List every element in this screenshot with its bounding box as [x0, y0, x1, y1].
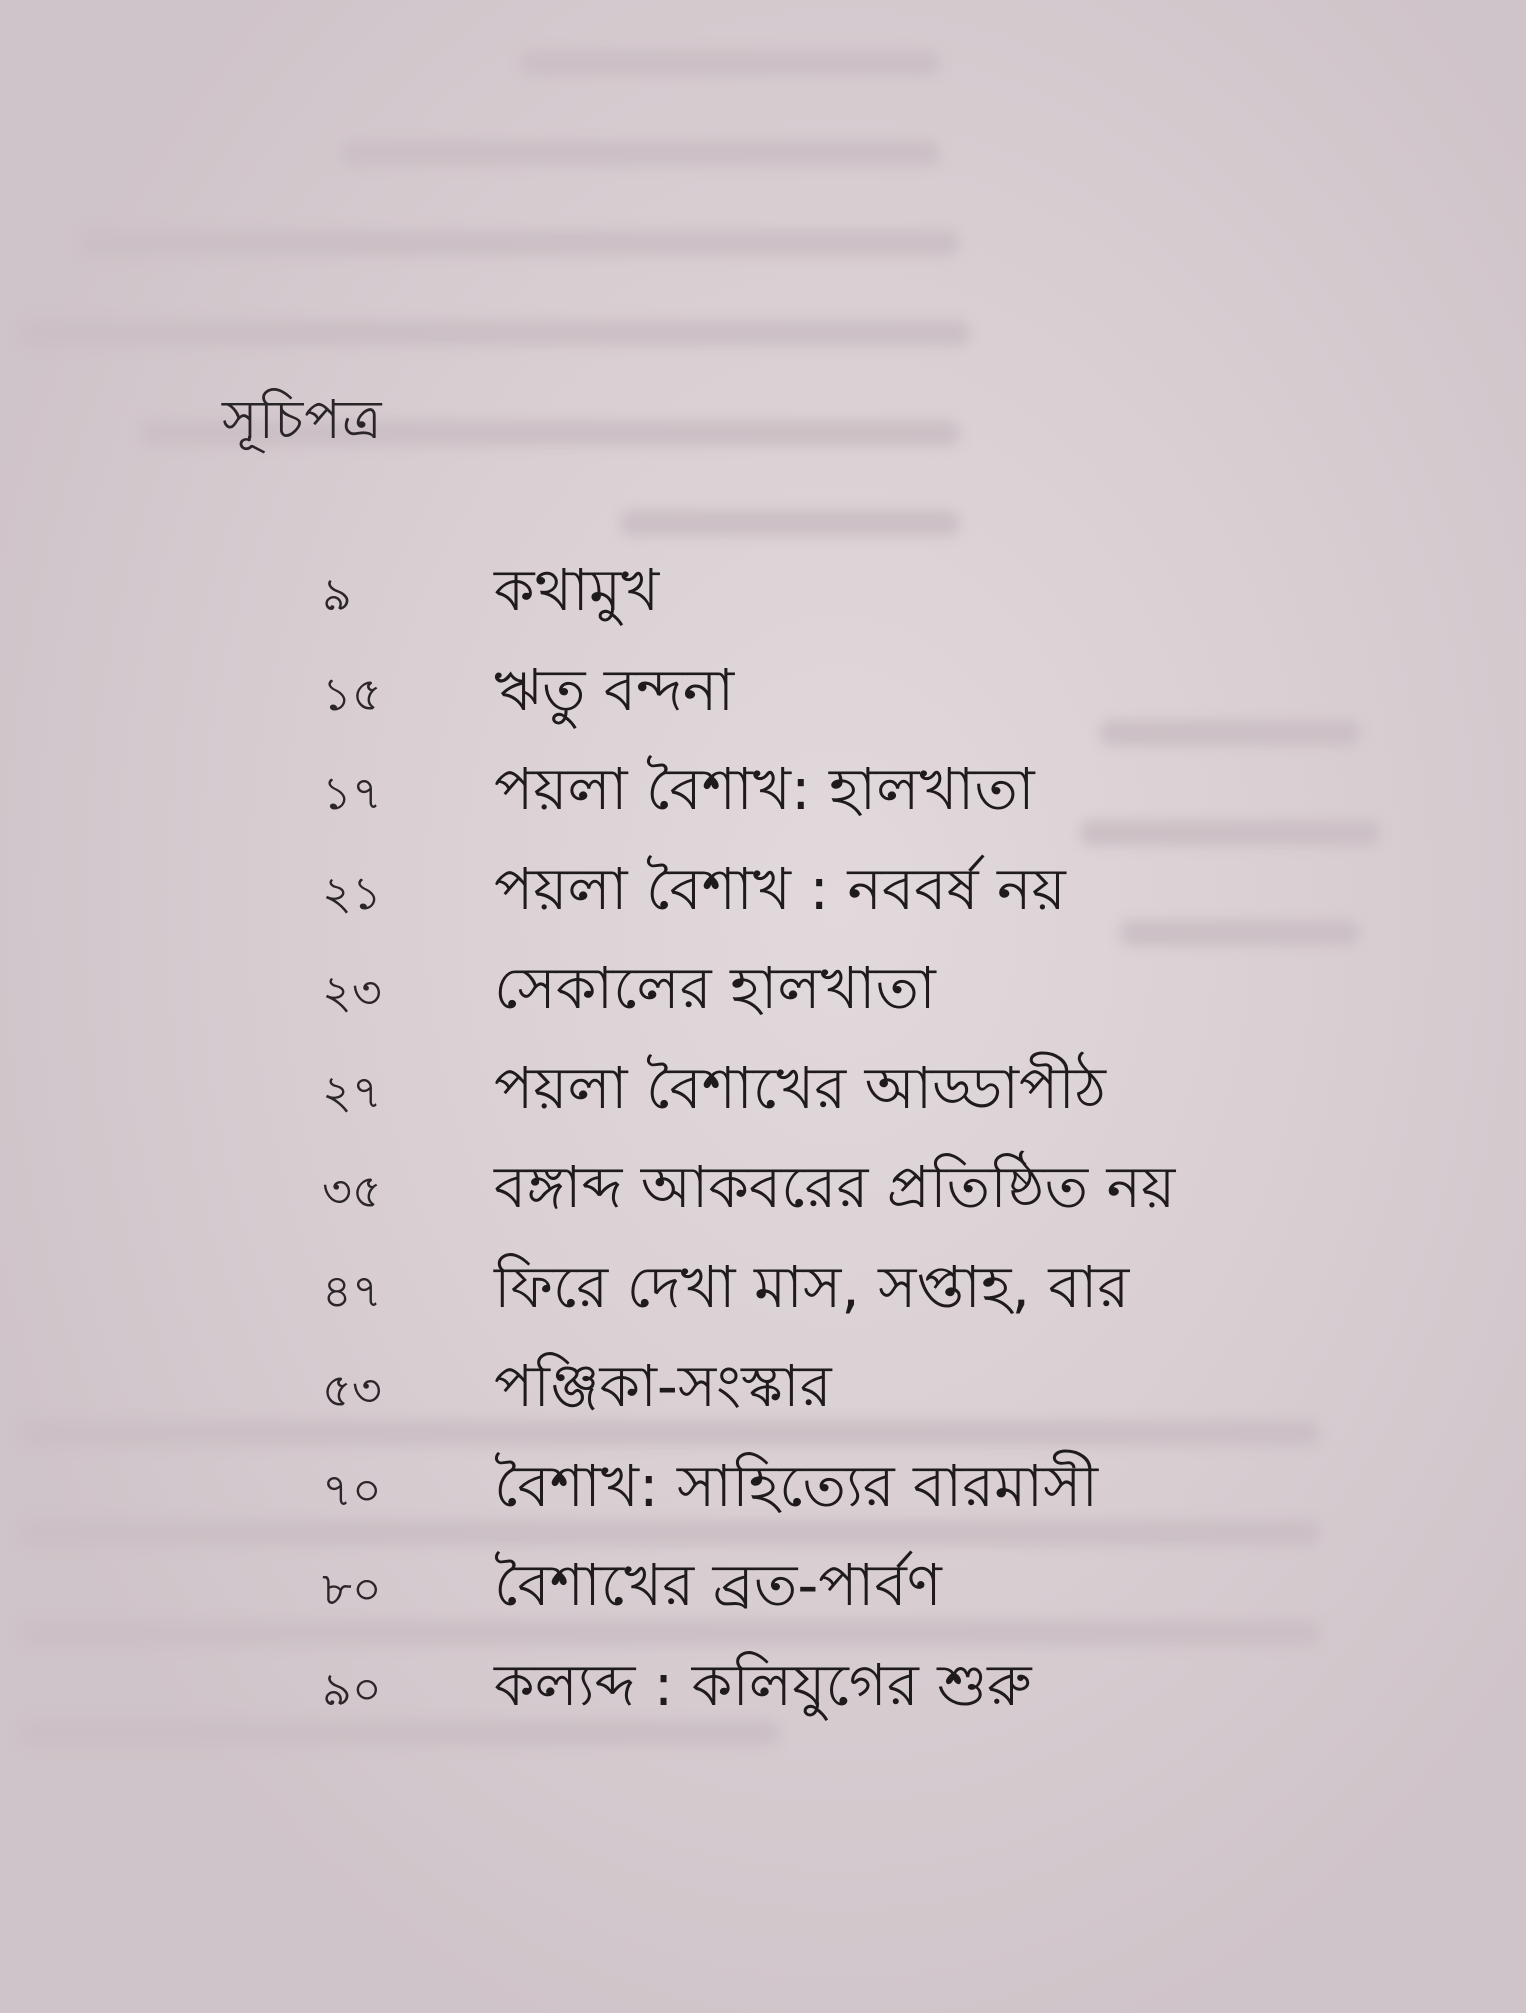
toc-entry — [322, 944, 1322, 1044]
show-through-line — [620, 510, 960, 536]
toc-entry — [322, 1442, 1322, 1542]
toc-list — [322, 546, 1322, 1740]
toc-page-number: ১৭ — [322, 766, 382, 820]
toc-page-number: ২৭ — [322, 1064, 382, 1119]
toc-entry — [322, 1541, 1322, 1641]
toc-chapter-title: কল্যব্দ : কলিযুগের শুরু — [494, 1650, 1032, 1719]
toc-entry — [322, 646, 1322, 746]
toc-entry — [322, 1342, 1322, 1442]
toc-chapter-title: কথামুখ — [494, 556, 660, 624]
toc-entry — [322, 1641, 1322, 1741]
toc-chapter-title: বৈশাখের ব্রত-পার্বণ — [494, 1551, 942, 1619]
toc-page-number: ৯ — [322, 567, 352, 621]
toc-chapter-title: পঞ্জিকা-সংস্কার — [494, 1352, 832, 1420]
toc-chapter-title: বঙ্গাব্দ আকবরের প্রতিষ্ঠিত নয় — [494, 1153, 1176, 1221]
toc-page-number: ৭০ — [322, 1462, 382, 1517]
toc-page-number: ৪৭ — [322, 1263, 382, 1318]
toc-page-number: ১৫ — [322, 666, 382, 721]
toc-entry — [322, 845, 1322, 945]
toc-page-number: ২৩ — [322, 965, 382, 1019]
show-through-line — [520, 50, 940, 76]
toc-chapter-title: বৈশাখ: সাহিত্যের বারমাসী — [494, 1451, 1099, 1520]
toc-page-number: ৮০ — [322, 1562, 382, 1616]
toc-chapter-title: ঋতু বন্দনা — [494, 655, 735, 724]
show-through-line — [20, 320, 970, 346]
toc-entry — [322, 1143, 1322, 1243]
show-through-line — [340, 140, 940, 166]
toc-entry — [322, 1243, 1322, 1343]
toc-heading: সূচিপত্র — [222, 388, 383, 451]
toc-chapter-title: পয়লা বৈশাখ: হালখাতা — [494, 755, 1035, 823]
toc-page-number: ২১ — [322, 865, 382, 920]
toc-page-number: ৫৩ — [322, 1363, 382, 1417]
toc-entry — [322, 1044, 1322, 1144]
toc-chapter-title: পয়লা বৈশাখ : নববর্ষ নয় — [494, 854, 1066, 923]
toc-entry — [322, 745, 1322, 845]
toc-chapter-title: ফিরে দেখা মাস, সপ্তাহ, বার — [494, 1252, 1130, 1321]
toc-entry — [322, 546, 1322, 646]
toc-page-number: ৯০ — [322, 1661, 382, 1716]
toc-chapter-title: সেকালের হালখাতা — [494, 954, 936, 1022]
toc-chapter-title: পয়লা বৈশাখের আড্ডাপীঠ — [494, 1053, 1106, 1122]
toc-page-number: ৩৫ — [322, 1164, 382, 1218]
show-through-line — [80, 230, 960, 256]
